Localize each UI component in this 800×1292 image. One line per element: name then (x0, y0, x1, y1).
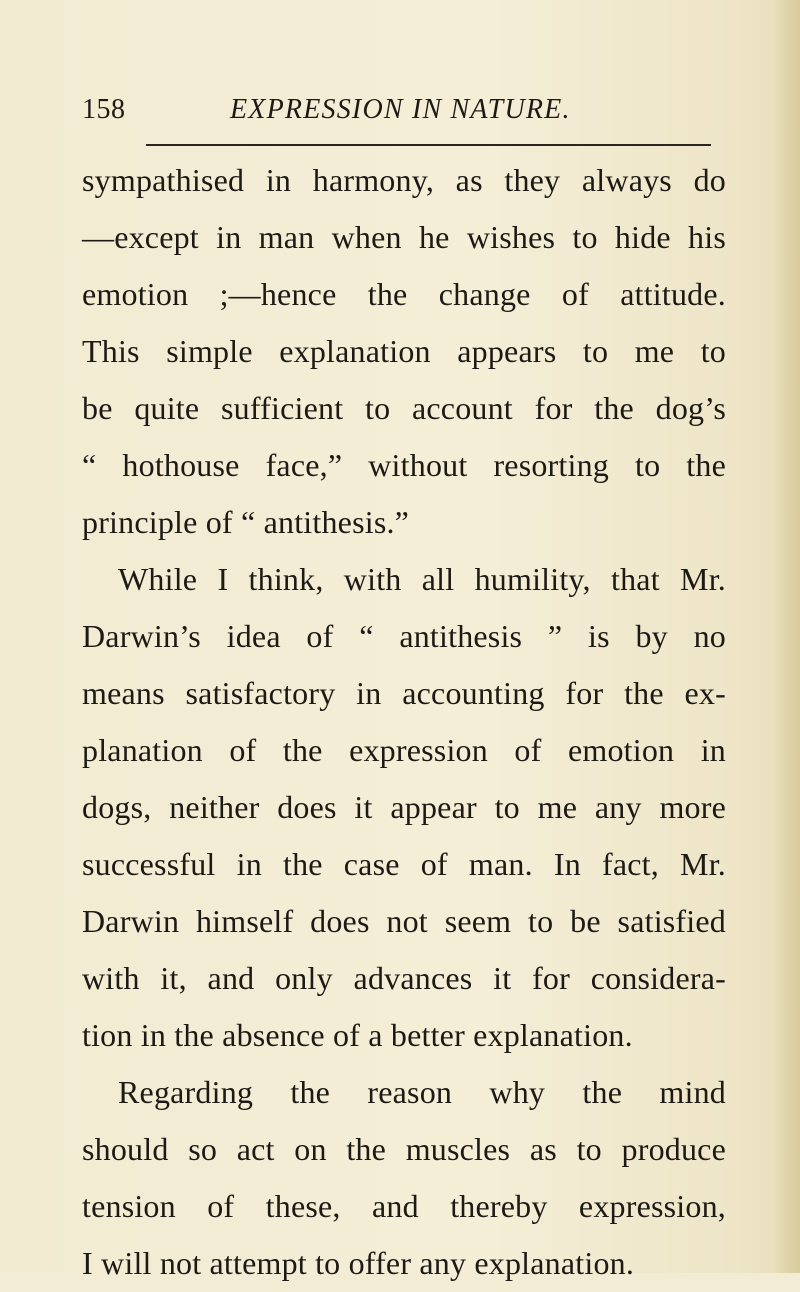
text-line: Darwin himself does not seem to be satisfied (82, 903, 726, 939)
page-edge-shadow (772, 0, 800, 1273)
text-line: emotion ;—hence the change of attitude. (82, 276, 726, 312)
text-line: should so act on the muscles as to produce (82, 1131, 726, 1167)
running-head (82, 90, 722, 130)
text-line: with it, and only advances it for considera- (82, 960, 726, 996)
text-line: be quite sufficient to account for the dog’s (82, 390, 726, 426)
text-line: Darwin’s idea of “ antithesis ” is by no (82, 618, 726, 654)
text-line: I will not attempt to offer any explanation. (82, 1245, 635, 1281)
page-number: 158 (82, 94, 126, 125)
text-line: tension of these, and thereby expression, (82, 1188, 726, 1224)
text-line: This simple explanation appears to me to (82, 333, 726, 369)
text-line: tion in the absence of a better explanation. (82, 1017, 633, 1053)
text-line: Regarding the reason why the mind (118, 1074, 726, 1110)
text-line: While I think, with all humility, that Mr. (118, 561, 726, 597)
body-text (82, 152, 726, 1292)
text-line: —except in man when he wishes to hide his (82, 219, 726, 255)
header-rule (146, 144, 711, 146)
text-line: successful in the case of man. In fact, Mr. (82, 846, 726, 882)
text-line: planation of the expression of emotion in (82, 732, 726, 768)
text-line: dogs, neither does it appear to me any more (82, 789, 726, 825)
text-line: means satisfactory in accounting for the ex- (82, 675, 726, 711)
running-title: EXPRESSION IN NATURE. (230, 94, 571, 125)
text-line: sympathised in harmony, as they always do (82, 162, 726, 198)
text-line: principle of “ antithesis.” (82, 504, 410, 540)
text-line: “ hothouse face,” without resorting to the (82, 447, 726, 483)
